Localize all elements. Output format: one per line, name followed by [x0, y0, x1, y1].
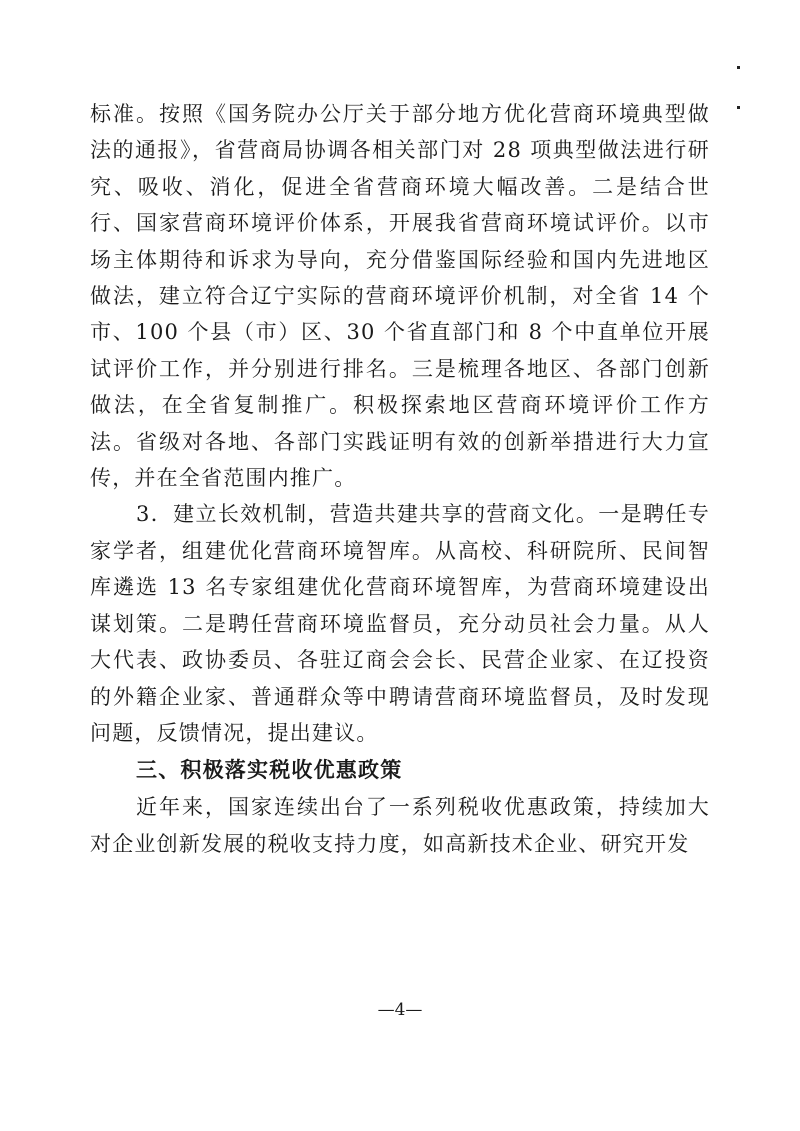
scan-mark [737, 106, 740, 109]
scan-mark [737, 66, 740, 69]
paragraph-item-3: 3．建立长效机制，营造共建共享的营商文化。一是聘任专家学者，组建优化营商环境智库。从高校、科研院所、民间智库遴选 13 名专家组建优化营商环境智库，为营商环境建设出谋划策。二是聘任营商环境监督员，充分动员社会力量。从人大代表、政协委员、各驻辽商会会长、民营企业家、在辽投资的外籍企业家、普通群众等中聘请营商环境监督员，及时发现问题，反馈情况，提出建议。 [90, 502, 710, 745]
paragraph-tax-policy: 近年来，国家连续出台了一系列税收优惠政策，持续加大对企业创新发展的税收支持力度，如高新技术企业、研究开发 [90, 795, 710, 856]
document-body [90, 96, 710, 862]
page-number: —4— [377, 1000, 423, 1020]
paragraph-continued: 标准。按照《国务院办公厅关于部分地方优化营商环境典型做法的通报》，省营商局协调各相关部门对 28 项典型做法进行研究、吸收、消化，促进全省营商环境大幅改善。二是结合世行、国家营商环境评价体系，开展我省营商环境试评价。以市场主体期待和诉求为导向，充分借鉴国际经验和国内先进地区做法，建立符合辽宁实际的营商环境评价机制，对全省 14 个市、100 个县（市）区、30 个省直部门和 8 个中直单位开展试评价工作，并分别进行排名。三是梳理各地区、各部门创新做法，在全省复制推广。积极探索地区营商环境评价工作方法。省级对各地、各部门实践证明有效的创新举措进行大力宣传，并在全省范围内推广。 [90, 102, 710, 491]
section-heading: 三、积极落实税收优惠政策 [136, 758, 403, 783]
